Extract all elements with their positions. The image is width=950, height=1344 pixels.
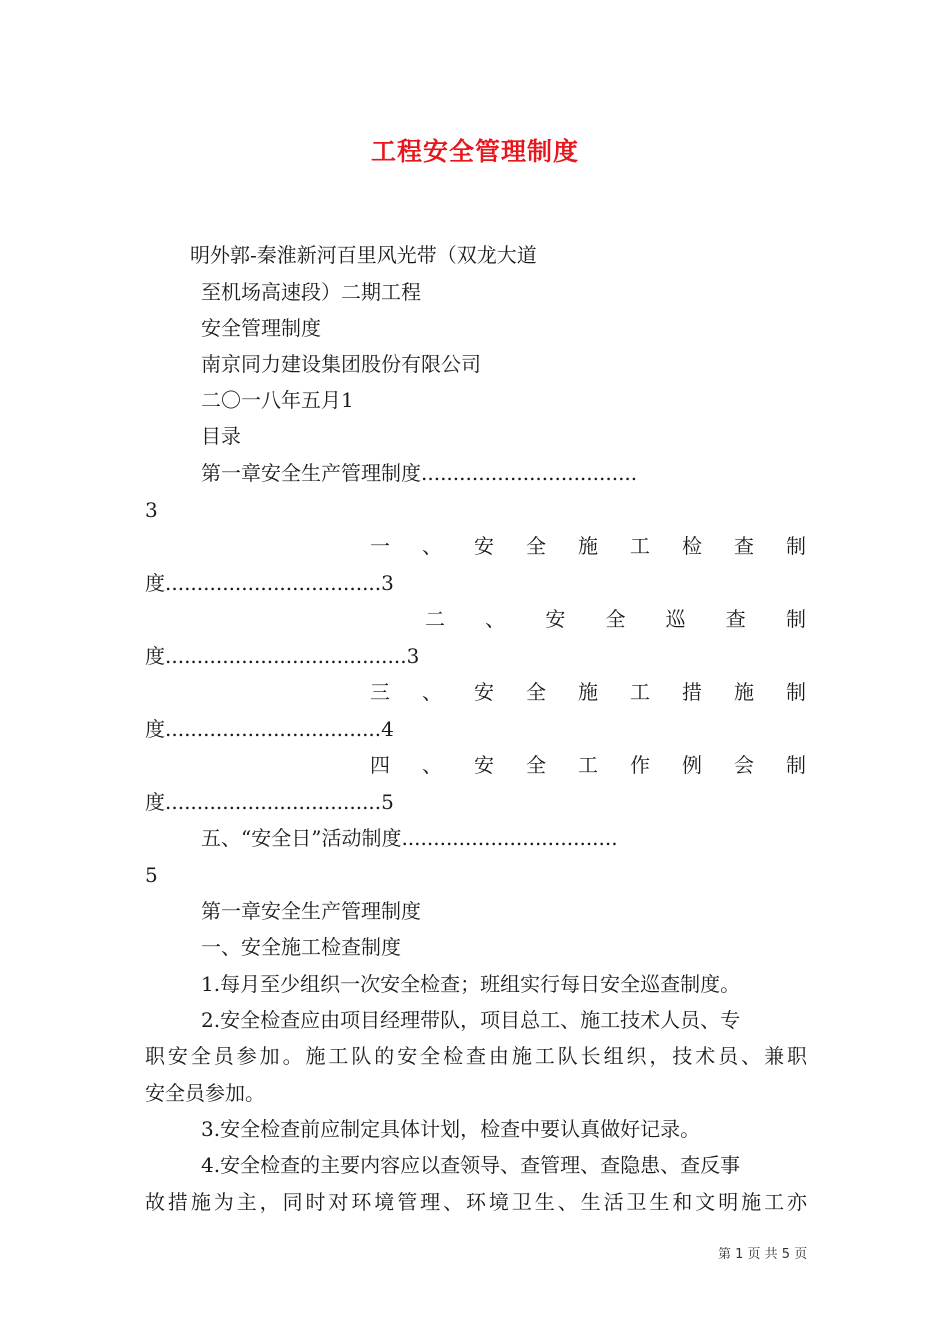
toc-char: 工 [630, 534, 650, 558]
toc-char: 、 [422, 753, 442, 777]
page-footer: 第 1 页 共 5 页 [718, 1247, 808, 1262]
toc-char: 四 [370, 753, 390, 777]
toc-entry-section1[interactable] [370, 532, 806, 560]
toc-char: 全 [605, 607, 626, 631]
toc-char: 制 [786, 534, 806, 558]
toc-char: 施 [578, 534, 598, 558]
paragraph-1: 1.每月至少组织一次安全检查；班组实行每日安全巡查制度。 [201, 972, 741, 996]
toc-char: 、 [422, 534, 442, 558]
toc-entry-section4[interactable] [370, 751, 806, 779]
toc-char: 制 [786, 680, 806, 704]
toc-char: 三 [370, 680, 390, 704]
paragraph-4-line1: 4.安全检查的主要内容应以查领导、查管理、查隐患、查反事 [201, 1153, 741, 1177]
toc-char: 、 [485, 607, 506, 631]
toc-char: 全 [526, 680, 546, 704]
toc-char: 制 [786, 753, 806, 777]
paragraph-2-line3: 安全员参加。 [145, 1081, 265, 1105]
toc-entry-section2[interactable] [425, 605, 806, 633]
toc-char: 查 [734, 534, 754, 558]
section-heading: 一、安全施工检查制度 [201, 935, 401, 959]
project-name-line2: 至机场高速段）二期工程 [201, 280, 421, 304]
toc-entry-tail: 度..................................5 [145, 790, 394, 814]
doc-date: 二〇一八年五月1 [201, 388, 354, 412]
chapter-heading: 第一章安全生产管理制度 [201, 899, 421, 923]
toc-char: 制 [785, 607, 806, 631]
toc-char: 巡 [665, 607, 686, 631]
paragraph-3: 3.安全检查前应制定具体计划，检查中要认真做好记录。 [201, 1117, 701, 1141]
toc-entry-tail: 度..................................4 [145, 717, 394, 741]
toc-page-number: 3 [145, 498, 158, 522]
toc-char: 会 [734, 753, 754, 777]
toc-entry-chapter1[interactable]: 第一章安全生产管理制度.................................. [201, 461, 638, 485]
toc-char: 检 [682, 534, 702, 558]
paragraph-4-line2: 故措施为主，同时对环境管理、环境卫生、生活卫生和文明施工亦 [145, 1190, 807, 1214]
paragraph-2-line1: 2.安全检查应由项目经理带队，项目总工、施工技术人员、专 [201, 1008, 741, 1032]
toc-char: 工 [630, 680, 650, 704]
toc-entry-section3[interactable] [370, 678, 806, 706]
toc-char: 施 [578, 680, 598, 704]
company-name: 南京同力建设集团股份有限公司 [201, 352, 481, 376]
toc-entry-section5[interactable]: 五、“安全日”活动制度.................................. [201, 826, 618, 850]
doc-name: 安全管理制度 [201, 316, 321, 340]
toc-char: 工 [578, 753, 598, 777]
toc-char: 安 [545, 607, 566, 631]
toc-entry-tail: 度......................................3 [145, 644, 420, 668]
toc-char: 作 [630, 753, 650, 777]
toc-char: 安 [474, 534, 494, 558]
toc-char: 措 [682, 680, 702, 704]
toc-char: 查 [725, 607, 746, 631]
toc-entry-tail: 度..................................3 [145, 571, 394, 595]
toc-char: 全 [526, 753, 546, 777]
toc-char: 安 [474, 680, 494, 704]
toc-char: 、 [422, 680, 442, 704]
toc-char: 全 [526, 534, 546, 558]
toc-char: 施 [734, 680, 754, 704]
toc-char: 二 [425, 607, 445, 631]
toc-char: 安 [474, 753, 494, 777]
document-title: 工程安全管理制度 [370, 137, 579, 166]
toc-page-number: 5 [145, 863, 158, 887]
toc-char: 例 [682, 753, 702, 777]
paragraph-2-line2: 职安全员参加。施工队的安全检查由施工队长组织，技术员、兼职 [145, 1044, 807, 1068]
toc-heading: 目录 [201, 424, 241, 448]
toc-char: 一 [370, 534, 390, 558]
project-name-line1: 明外郭-秦淮新河百里风光带（双龙大道 [190, 243, 537, 267]
